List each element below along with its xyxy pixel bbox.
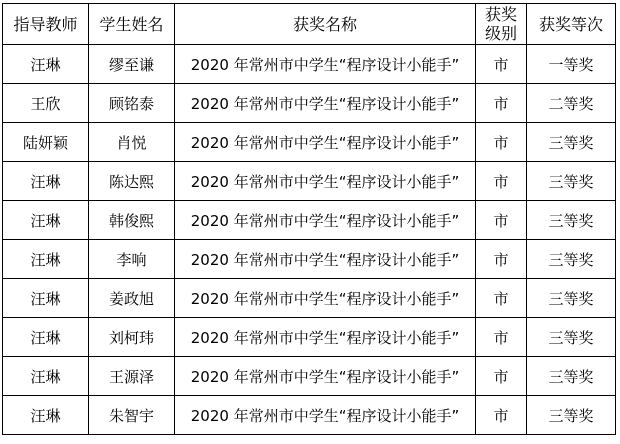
header-level	[476, 4, 527, 45]
cell-student: 韩俊熙	[89, 201, 175, 240]
cell-award-name: 2020 年常州市中学生“程序设计小能手”	[175, 279, 476, 318]
cell-advisor: 汪琳	[3, 279, 89, 318]
cell-level: 市	[476, 45, 527, 84]
table-row	[3, 201, 616, 240]
table-row	[3, 279, 616, 318]
header-student: 学生姓名	[89, 4, 175, 45]
cell-grade: 三等奖	[527, 357, 616, 396]
cell-grade: 三等奖	[527, 396, 616, 435]
cell-award-name: 2020 年常州市中学生“程序设计小能手”	[175, 318, 476, 357]
cell-award-name: 2020 年常州市中学生“程序设计小能手”	[175, 123, 476, 162]
cell-advisor: 汪琳	[3, 162, 89, 201]
cell-student: 缪至谦	[89, 45, 175, 84]
cell-student: 姜政旭	[89, 279, 175, 318]
cell-level: 市	[476, 396, 527, 435]
cell-advisor: 陆妍颖	[3, 123, 89, 162]
cell-award-name: 2020 年常州市中学生“程序设计小能手”	[175, 357, 476, 396]
cell-grade: 三等奖	[527, 123, 616, 162]
cell-award-name: 2020 年常州市中学生“程序设计小能手”	[175, 84, 476, 123]
cell-level: 市	[476, 357, 527, 396]
header-level-line2: 级别	[484, 24, 517, 43]
cell-grade: 一等奖	[527, 45, 616, 84]
cell-grade: 三等奖	[527, 162, 616, 201]
cell-level: 市	[476, 279, 527, 318]
header-row	[3, 4, 616, 45]
cell-level: 市	[476, 162, 527, 201]
table-row	[3, 318, 616, 357]
cell-student: 肖悦	[89, 123, 175, 162]
cell-advisor: 汪琳	[3, 396, 89, 435]
header-advisor: 指导教师	[3, 4, 89, 45]
cell-award-name: 2020 年常州市中学生“程序设计小能手”	[175, 240, 476, 279]
table-body	[3, 45, 616, 435]
table-row	[3, 162, 616, 201]
cell-student: 陈达熙	[89, 162, 175, 201]
cell-level: 市	[476, 318, 527, 357]
cell-award-name: 2020 年常州市中学生“程序设计小能手”	[175, 45, 476, 84]
table-row	[3, 357, 616, 396]
table-row	[3, 45, 616, 84]
header-grade: 获奖等次	[527, 4, 616, 45]
cell-student: 李响	[89, 240, 175, 279]
cell-level: 市	[476, 201, 527, 240]
cell-student: 顾铭泰	[89, 84, 175, 123]
header-award-name: 获奖名称	[175, 4, 476, 45]
awards-table	[2, 3, 616, 435]
cell-level: 市	[476, 84, 527, 123]
table-row	[3, 396, 616, 435]
cell-grade: 三等奖	[527, 318, 616, 357]
cell-advisor: 汪琳	[3, 45, 89, 84]
cell-grade: 三等奖	[527, 201, 616, 240]
cell-level: 市	[476, 240, 527, 279]
table-row	[3, 240, 616, 279]
cell-student: 朱智宇	[89, 396, 175, 435]
cell-advisor: 汪琳	[3, 240, 89, 279]
cell-grade: 三等奖	[527, 240, 616, 279]
cell-advisor: 王欣	[3, 84, 89, 123]
cell-advisor: 汪琳	[3, 318, 89, 357]
table-row	[3, 84, 616, 123]
table-row	[3, 123, 616, 162]
cell-grade: 三等奖	[527, 279, 616, 318]
cell-advisor: 汪琳	[3, 357, 89, 396]
cell-award-name: 2020 年常州市中学生“程序设计小能手”	[175, 201, 476, 240]
cell-level: 市	[476, 123, 527, 162]
header-level-line1: 获奖	[484, 5, 517, 24]
cell-award-name: 2020 年常州市中学生“程序设计小能手”	[175, 162, 476, 201]
cell-student: 王源泽	[89, 357, 175, 396]
cell-award-name: 2020 年常州市中学生“程序设计小能手”	[175, 396, 476, 435]
cell-advisor: 汪琳	[3, 201, 89, 240]
cell-grade: 二等奖	[527, 84, 616, 123]
cell-student: 刘柯玮	[89, 318, 175, 357]
